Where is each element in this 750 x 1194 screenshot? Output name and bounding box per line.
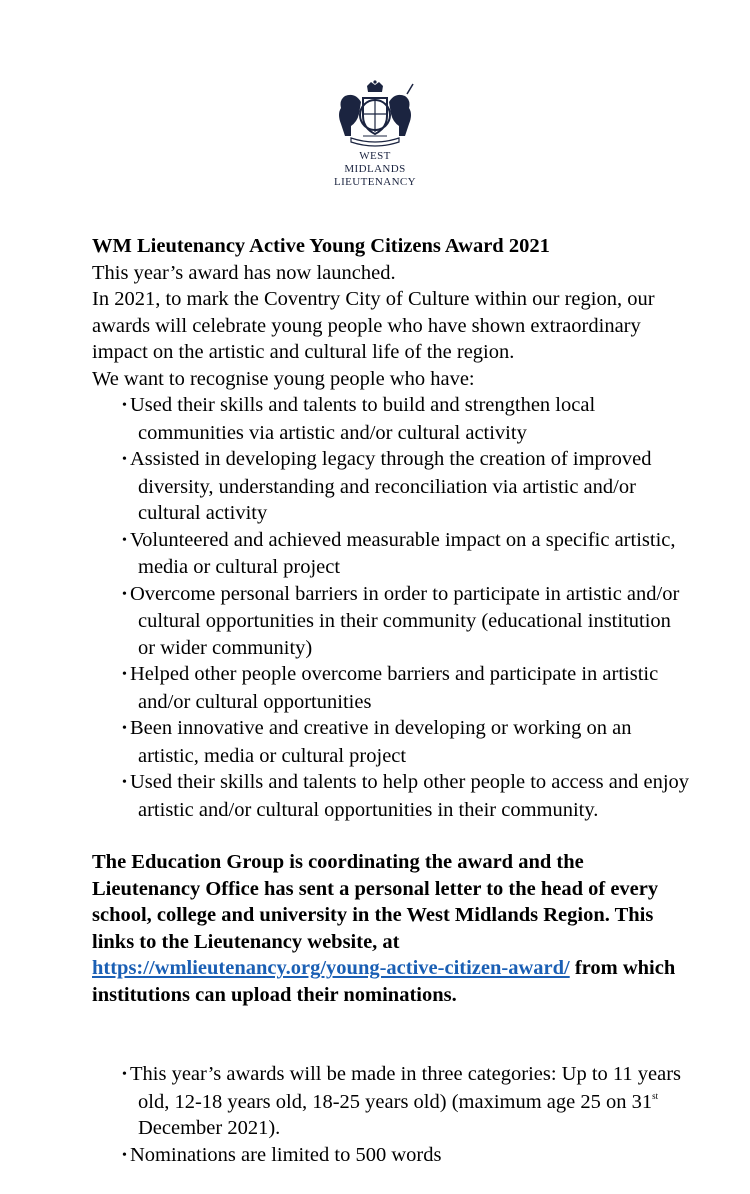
logo-text-line-1: WEST MIDLANDS bbox=[344, 150, 406, 175]
criteria-item: • Helped other people overcome barriers and participate in artistic and/or cultural opportunities bbox=[122, 663, 659, 713]
criteria-item: • Assisted in developing legacy through the creation of improved diversity, understanding and reconciliation via artistic and/or cultural activity bbox=[122, 448, 652, 525]
intro-recognise: We want to recognise young people who have: bbox=[92, 367, 475, 390]
royal-coat-of-arms-icon bbox=[333, 80, 417, 150]
nominations-item-partial: • Nominations are limited to 500 words bbox=[92, 1142, 692, 1170]
categories-list bbox=[92, 1061, 692, 1169]
bullet-icon: • bbox=[122, 1067, 127, 1083]
intro-city-of-culture: In 2021, to mark the Coventry City of Culture within our region, our awards will celebrate young people who have shown extraordinary impact on the artistic and cultural life of the region. bbox=[92, 288, 655, 363]
criteria-item: • Used their skills and talents to help other people to access and enjoy artistic and/or cultural opportunities in their community. bbox=[122, 771, 690, 821]
award-website-link[interactable]: https://wmlieutenancy.org/young-active-citizen-award/ bbox=[92, 957, 570, 980]
bullet-icon: • bbox=[122, 398, 127, 414]
page-title: WM Lieutenancy Active Young Citizens Award 2021 bbox=[92, 235, 550, 257]
bullet-icon: • bbox=[122, 586, 127, 602]
categories-item: • This year’s awards will be made in three categories: Up to 11 years old, 12-18 years old, 18-25 years old) (maximum age 25 on 31st December 2021). bbox=[122, 1063, 682, 1140]
bullet-icon: • bbox=[122, 775, 127, 791]
criteria-item: • Overcome personal barriers in order to participate in artistic and/or cultural opportunities in their community (educational institution or wider community) bbox=[122, 582, 680, 659]
intro-launch: This year’s award has now launched. bbox=[92, 261, 396, 284]
bullet-icon: • bbox=[122, 452, 127, 468]
logo-text-line-2: LIEUTENANCY bbox=[334, 176, 416, 188]
criteria-item: • Used their skills and talents to build and strengthen local communities via artistic and/or cultural activity bbox=[122, 394, 596, 444]
lieutenancy-logo bbox=[330, 80, 420, 189]
criteria-list bbox=[92, 392, 692, 823]
document-body bbox=[92, 233, 692, 1169]
bullet-icon: • bbox=[122, 721, 127, 737]
bullet-icon: • bbox=[122, 1147, 127, 1163]
bullet-icon: • bbox=[122, 532, 127, 548]
education-group-notice: The Education Group is coordinating the award and the Lieutenancy Office has sent a personal letter to the head of every school, college and university in the West Midlands Region. This links to the Lieutenancy website, at https://wmlieutenancy.org/young-active-citizen-award/ from which institutions can upload their nominations. bbox=[92, 851, 676, 1006]
criteria-item: • Been innovative and creative in developing or working on an artistic, media or cultural project bbox=[122, 717, 632, 767]
criteria-item: • Volunteered and achieved measurable impact on a specific artistic, media or cultural project bbox=[122, 528, 676, 579]
bullet-icon: • bbox=[122, 667, 127, 683]
